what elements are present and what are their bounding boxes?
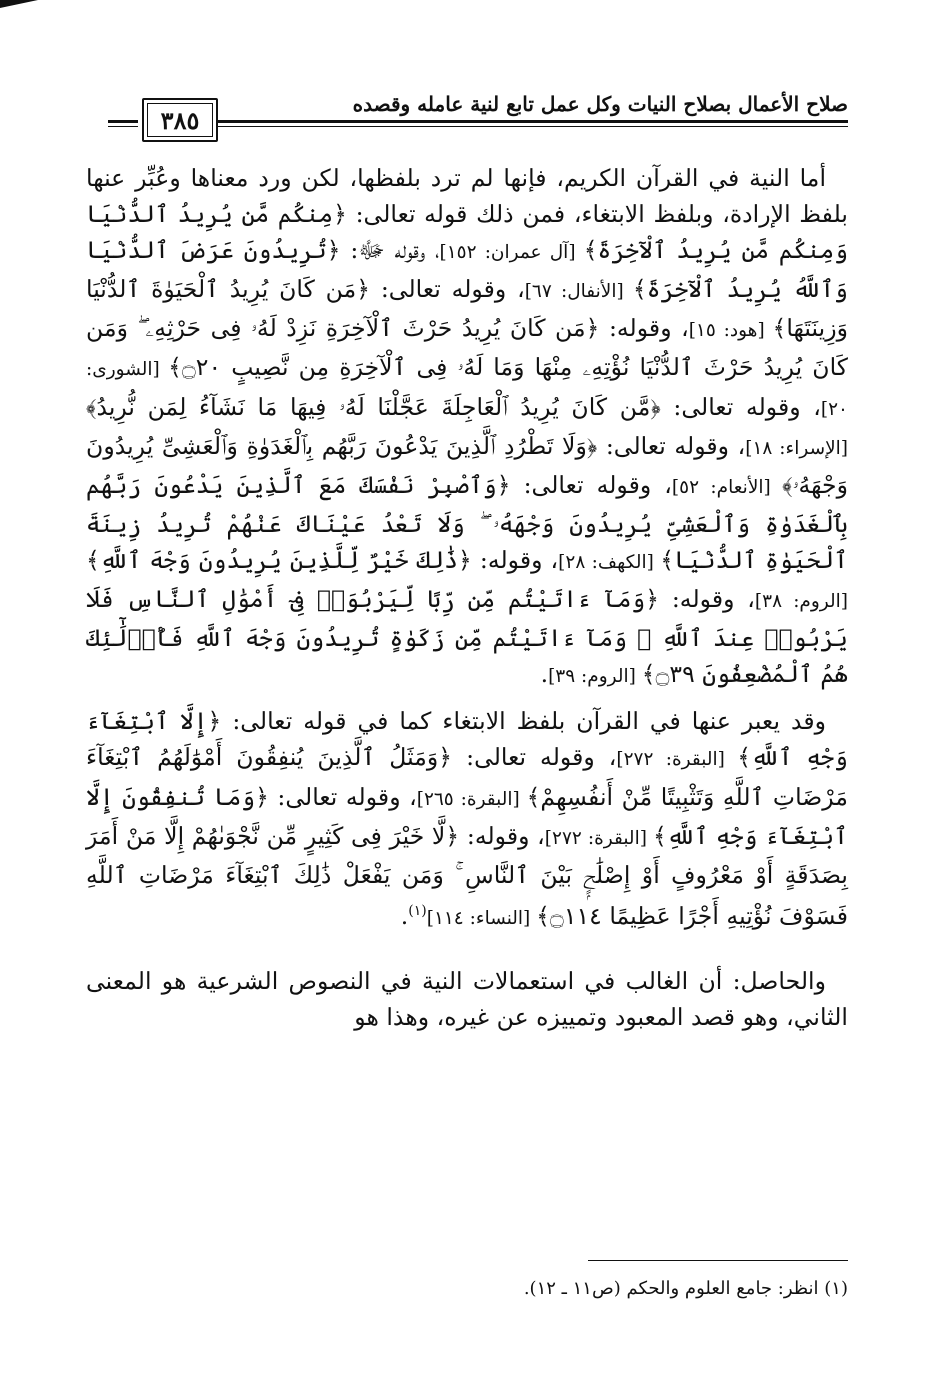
verse-reference: [الأنفال: ٦٧] — [524, 281, 633, 303]
verse-reference: [الإسراء: ١٨] — [745, 437, 848, 459]
verse-reference: [البقرة: ٢٧٢] — [544, 827, 653, 849]
quran-quote: ﴿وَٱصْبِرْ نَفْسَكَ مَعَ ٱلَّذِينَ يَدْعُونَ رَبَّهُم بِٱلْغَدَوٰةِ وَٱلْعَشِىِّ يُرِيدُونَ وَجْهَهُۥ ۖ وَلَا تَعْدُ عَيْنَاكَ عَنْهُمْ تُرِيدُ زِينَةَ ٱلْحَيَوٰةِ ٱلدُّنْيَا﴾ — [86, 470, 848, 574]
text: ، وقوله تعالى: — [660, 392, 821, 421]
verse-reference: [الشورى: ٢٠] — [86, 359, 848, 420]
quran-quote: ﴿وَمَا تُنفِقُونَ إِلَّا ٱبْتِغَآءَ وَجْهِ ٱللَّهِ﴾ — [86, 782, 848, 850]
footnote-divider — [588, 1260, 848, 1261]
header-rule — [218, 120, 848, 127]
verse-reference: [البقرة: ٢٦٥] — [416, 788, 527, 810]
text: ، وقوله: — [459, 821, 545, 850]
quran-quote: ﴿وَمَآ ءَاتَيْتُم مِّن رِّبًا لِّيَرْبُوَا۟ فِىٓ أَمْوَٰلِ ٱلنَّاسِ فَلَا يَرْبُوا۟ عِندَ ٱللَّهِ ۖ وَمَآ ءَاتَيْتُم مِّن زَكَوٰةٍ تُرِيدُونَ وَجْهَ ٱللَّهِ فَأُو۟لَٰٓئِكَ هُمُ ٱلْمُضْعِفُونَ ۝٣٩﴾ — [86, 585, 848, 689]
quran-quote: ﴿وَلَا تَطْرُدِ ٱلَّذِينَ يَدْعُونَ رَبَّهُم بِٱلْغَدَوٰةِ وَٱلْعَشِىِّ يُرِيدُونَ وَجْهَهُۥ﴾ — [86, 431, 848, 499]
verse-reference: [النساء: ١١٤] — [426, 907, 537, 929]
paragraph-3: والحاصل: أن الغالب في استعمالات النية في النصوص الشرعية هو المعنى الثاني، وهو قصد المعبود وتمييزه عن غيره، وهذا هو — [86, 966, 848, 1031]
text: ، وقوله تعالى: — [597, 431, 746, 460]
text: ، وقوله تعالى: — [370, 275, 525, 304]
verse-reference: [البقرة: ٢٧٢] — [616, 749, 738, 771]
text: . — [400, 901, 409, 930]
header-rule-left — [108, 120, 138, 127]
page-header — [108, 86, 848, 136]
text: ، وقوله تعالى: — [268, 782, 417, 811]
text: ، وقوله: — [471, 545, 559, 574]
corner-mark — [0, 0, 38, 8]
verse-reference: [الأنعام: ٥٢] — [671, 476, 783, 498]
footnote: (١) انظر: جامع العلوم والحكم (ص١١ ـ ١٢). — [523, 1278, 848, 1299]
paragraph-1 — [86, 160, 848, 695]
text: أما النية في القرآن الكريم، فإنها لم ترد بلفظها، لكن ورد معناها وعُبِّر عنها بلفظ الإرادة، وبلفظ الابتغاء، فمن ذلك قوله تعالى: — [86, 164, 848, 229]
verse-reference: [الروم: ٣٨] — [754, 591, 849, 613]
text: ، وقوله ﷻ: — [340, 236, 440, 265]
running-head: صلاح الأعمال بصلاح النيات وكل عمل تابع لنية عامله وقصده — [352, 92, 848, 116]
page-number-frame — [142, 98, 218, 142]
verse-reference: [آل عمران: ١٥٢] — [439, 242, 584, 264]
quran-quote: ﴿مِنكُم مَّن يُرِيدُ ٱلدُّنْيَا وَمِنكُم مَّن يُرِيدُ ٱلْآخِرَةَ﴾ — [86, 200, 849, 265]
verse-reference: [الكهف: ٢٨] — [558, 551, 661, 573]
paragraph-2 — [86, 703, 848, 936]
footnote-marker[interactable]: (١) — [408, 902, 427, 919]
text: ، وقوله: — [659, 585, 755, 614]
quran-quote: ﴿مَّن كَانَ يُرِيدُ ٱلْعَاجِلَةَ عَجَّلْنَا لَهُۥ فِيهَا مَا نَشَآءُ لِمَن نُّرِيدُ﴾ — [86, 392, 661, 421]
body-text — [86, 160, 848, 1035]
quran-quote: ﴿تُرِيدُونَ عَرَضَ ٱلدُّنْيَا وَٱللَّهُ يُرِيدُ ٱلْآخِرَةَ﴾ — [86, 236, 848, 304]
quran-quote: ﴿ذَٰلِكَ خَيْرٌ لِّلَّذِينَ يُرِيدُونَ وَجْهَ ٱللَّهِ﴾ — [86, 545, 472, 574]
quran-quote: ﴿لَّا خَيْرَ فِى كَثِيرٍ مِّن نَّجْوَىٰهُمْ إِلَّا مَنْ أَمَرَ بِصَدَقَةٍ أَوْ مَعْرُوفٍ أَوْ إِصْلَٰحٍۭ بَيْنَ ٱلنَّاسِ ۚ وَمَن يَفْعَلْ ذَٰلِكَ ٱبْتِغَآءَ مَرْضَاتِ ٱللَّهِ فَسَوْفَ نُؤْتِيهِ أَجْرًا عَظِيمًا ۝١١٤﴾ — [86, 821, 848, 930]
page-number: ٣٨٥ — [160, 105, 200, 135]
quran-quote: ﴿إِلَّا ٱبْتِغَآءَ وَجْهِ ٱللَّهِ﴾ — [86, 707, 848, 772]
quran-quote: ﴿مَن كَانَ يُرِيدُ ٱلْحَيَوٰةَ ٱلدُّنْيَا وَزِينَتَهَا﴾ — [86, 275, 848, 343]
text: ، وقوله تعالى: — [510, 470, 672, 499]
text: وقد يعبر عنها في القرآن بلفظ الابتغاء كما في قوله تعالى: — [221, 707, 827, 736]
quran-quote: ﴿وَمَثَلُ ٱلَّذِينَ يُنفِقُونَ أَمْوَٰلَهُمُ ٱبْتِغَآءَ مَرْضَاتِ ٱللَّهِ وَتَثْبِيتًا مِّنْ أَنفُسِهِمْ﴾ — [86, 743, 848, 811]
quran-quote: ﴿مَن كَانَ يُرِيدُ حَرْثَ ٱلْآخِرَةِ نَزِدْ لَهُۥ فِى حَرْثِهِۦ ۖ وَمَن كَانَ يُرِيدُ حَرْثَ ٱلدُّنْيَا نُؤْتِهِۦ مِنْهَا وَمَا لَهُۥ فِى ٱلْآخِرَةِ مِن نَّصِيبٍ ۝٢٠﴾ — [86, 314, 848, 382]
verse-reference: [الروم: ٣٩] — [548, 666, 642, 688]
text: ، وقوله: — [599, 314, 689, 343]
text: ، وقوله تعالى: — [452, 743, 617, 772]
verse-reference: [هود: ١٥] — [688, 320, 773, 342]
text: . — [540, 660, 549, 689]
